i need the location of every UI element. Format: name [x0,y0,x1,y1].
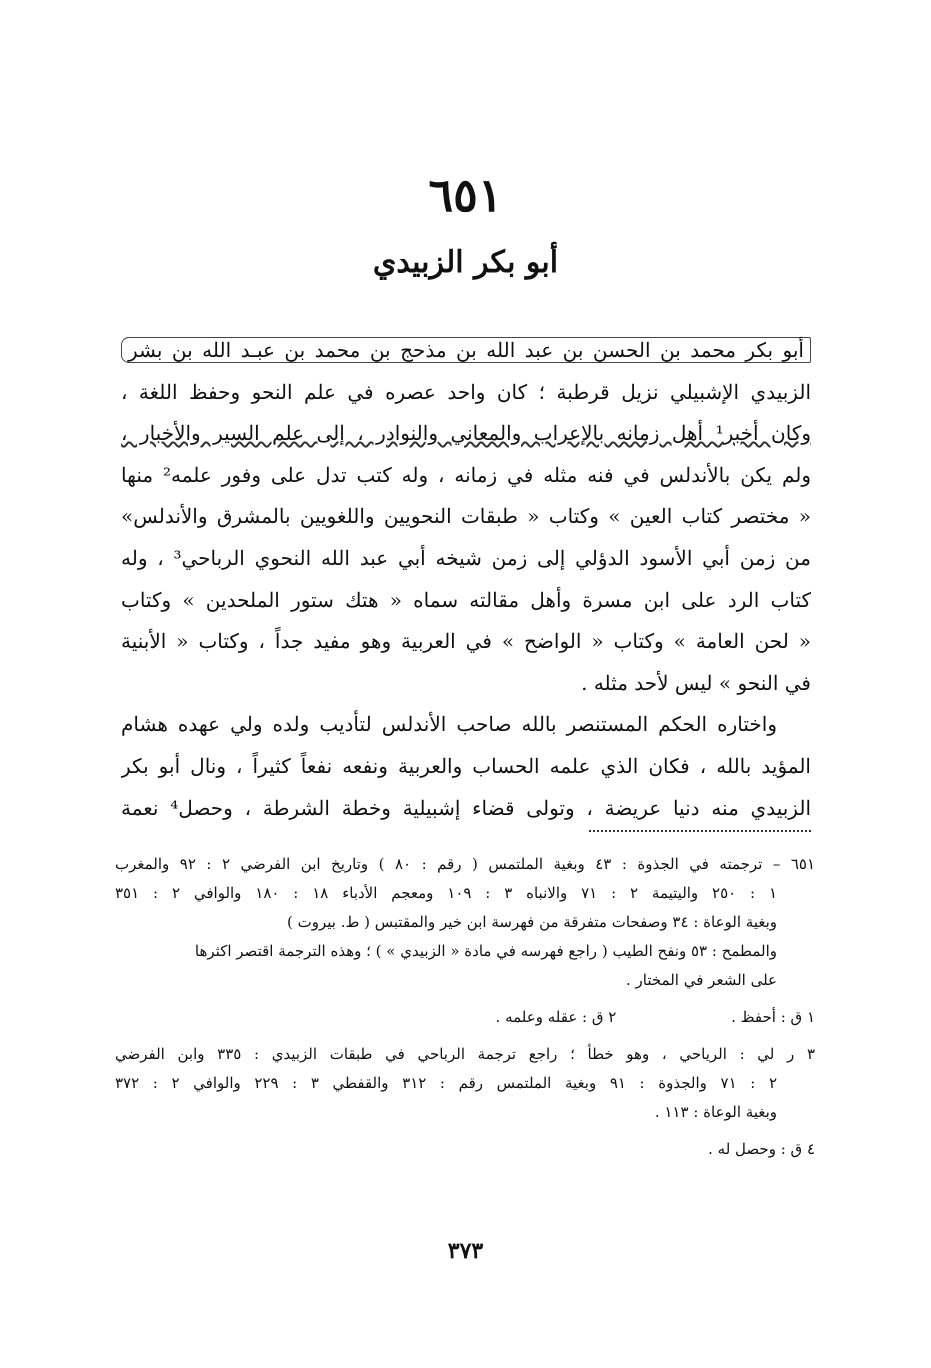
body-line [121,330,811,372]
body-line: « مختصر كتاب العين » وكتاب « طبقات النحويين واللغويين بالمشرق والأندلس» [121,504,811,529]
body-line: في النحو » ليس لأحد مثله . [581,670,811,695]
footnote-3-line: وبغية الوعاة : ١١٣ . [654,1103,777,1121]
entry-title: أبو بكر الزبيدي [372,245,559,280]
body-line: الزبيدي منه دنيا عريضة ، وتولى قضاء إشبيلية وخطة الشرطة ، وحصل⁴ نعمة [121,795,811,820]
body-line: واختاره الحكم المستنصر بالله صاحب الأندلس لتأديب ولده ولي عهده هشام [121,712,777,737]
entry-number: ٦٥١ [428,168,503,222]
body-line-text: أبو بكر محمد بن الحسن بن عبد الله بن مذحج بن محمد بن عبـد الله بن بشر [121,337,811,363]
biography-text [121,330,811,829]
page-number: ٣٧٣ [447,1238,484,1264]
footnote-3-line: ٢ : ٧١ والجذوة : ٩١ وبغية الملتمس رقم : ٣١٢ والقفطي ٣ : ٢٢٩ والوافي ٢ : ٣٧٢ [115,1074,778,1092]
footnote-4: ٤ ق : وحصل له . [708,1140,815,1158]
footnote-1: ١ ق : أحفظ . [731,1008,815,1026]
body-line: كتاب الرد على ابن مسرة وأهل مقالته سماه « هتك ستور الملحدين » وكتاب [121,587,811,612]
footnote-2: ٢ ق : عقله وعلمه . [495,1008,617,1026]
body-line: وكان أخبر¹ أهل زمانه بالإعراب والمعاني والنوادر ، إلى علم السير والأخبار ، [121,421,811,446]
body-line: « لحن العامة » وكتاب « الواضح » في العربية وهو مفيد جداً ، وكتاب « الأبنية [121,629,811,654]
footnote-line: ١ : ٢٥٠ واليتيمة ٢ : ٧١ والانباه ٣ : ١٠٩ ومعجم الأدباء ١٨ : ١٨٠ والوافي ٢ : ٣٥١ [115,884,778,902]
footnote-line: على الشعر في المختار . [626,971,777,989]
body-line: الزبيدي الإشبيلي نزيل قرطبة ؛ كان واحد عصره في علم النحو وحفظ اللغة ، [121,379,811,404]
footnotes [115,850,815,1164]
body-line: المؤيد بالله ، فكان الذي علمه الحساب والعربية ونفعه نفعاً كثيراً ، ونال أبو بكر [121,753,811,778]
footnote-line: والمطمح : ٥٣ ونفح الطيب ( راجع فهرسه في مادة « الزبيدي » ) ؛ وهذه الترجمة اقتصر اكثرها [194,942,777,960]
footnote-line: ٦٥١ – ترجمته في الجذوة : ٤٣ وبغية الملتمس ( رقم : ٨٠ ) وتاريخ ابن الفرضي ٢ : ٩٢ والمغرب [115,855,815,873]
footnote-row [115,1003,815,1032]
footnote-line: وبغية الوعاة : ٣٤ وصفحات متفرقة من فهرسة ابن خير والمقتبس ( ط. بيروت ) [287,913,777,931]
footnote-3-line: ٣ ر لي : الرياحي ، وهو خطأ ؛ راجع ترجمة الرباحي في طبقات الزبيدي : ٣٣٥ وابن الفرضي [115,1045,815,1063]
body-line: ولم يكن بالأندلس في فنه مثله في زمانه ، وله كتب تدل على وفور علمه² منها [121,462,811,487]
body-line: من زمن أبي الأسود الدؤلي إلى زمن شيخه أبي عبد الله النحوي الرباحي³ ، وله [121,545,811,570]
footnote-separator [589,830,811,832]
